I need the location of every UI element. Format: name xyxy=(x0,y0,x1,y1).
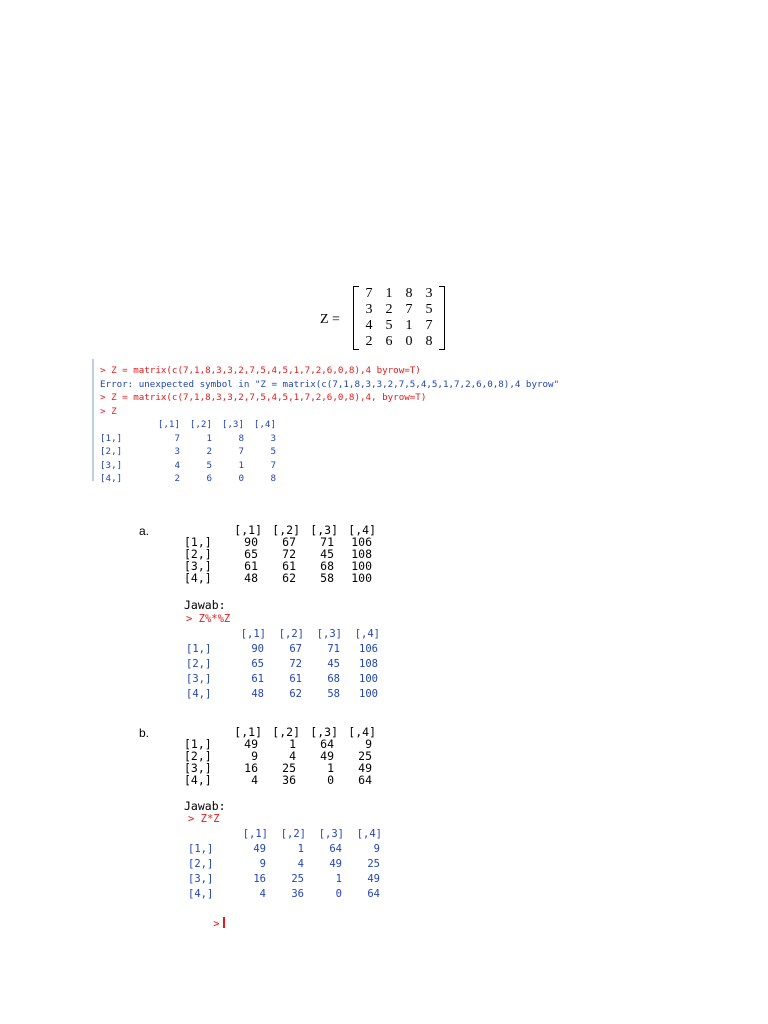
table-row xyxy=(184,548,376,560)
column-header: [,1] xyxy=(234,523,262,537)
console-command: > Z*Z xyxy=(188,813,220,825)
console-line: > Z = matrix(c(7,1,8,3,3,2,7,5,4,5,1,7,2,6,0,8),4, byrow=T) xyxy=(100,392,427,403)
cell: 5 xyxy=(206,459,212,471)
question-b-letter: b. xyxy=(139,726,150,740)
cell: 9 xyxy=(373,843,380,855)
question-a-console xyxy=(186,612,384,702)
table-row xyxy=(188,842,386,857)
cell: 4 xyxy=(297,858,304,870)
column-header: [,2] xyxy=(280,828,306,840)
cell: 0 xyxy=(335,888,342,900)
cell: 25 xyxy=(367,858,380,870)
matrix-cell: 3 xyxy=(365,302,373,317)
table-row xyxy=(100,445,280,459)
cell: 72 xyxy=(282,547,296,561)
row-label: [1,] xyxy=(184,737,212,751)
column-header: [,1] xyxy=(157,419,180,430)
table-row xyxy=(184,762,376,774)
table-row xyxy=(184,572,376,584)
table-row xyxy=(100,432,280,446)
console-command: > Z%*%Z xyxy=(186,613,231,625)
cell: 1 xyxy=(335,873,342,885)
cell: 8 xyxy=(270,473,276,484)
console-error-line: Error: unexpected symbol in "Z = matrix(c(7,1,8,3,3,2,7,5,4,5,1,7,2,6,0,8),4 byrow" xyxy=(100,378,560,390)
cell: 65 xyxy=(251,658,264,670)
column-header: [,3] xyxy=(221,419,244,430)
cell: 67 xyxy=(282,535,296,549)
column-header: [,3] xyxy=(318,828,344,840)
question-a-matrix xyxy=(184,524,376,584)
question-b-jawab: Jawab: xyxy=(184,799,226,813)
prompt-symbol: > xyxy=(213,918,220,930)
column-header: [,4] xyxy=(356,828,382,840)
cell: 36 xyxy=(291,888,304,900)
console-output-table xyxy=(186,627,384,702)
cell: 3 xyxy=(270,432,276,444)
row-label: [2,] xyxy=(184,749,212,763)
cell: 0 xyxy=(327,773,334,787)
column-header: [,1] xyxy=(242,828,268,840)
column-header: [,3] xyxy=(310,725,338,739)
right-bracket xyxy=(439,286,445,350)
cell: 58 xyxy=(320,571,334,585)
cell: 7 xyxy=(270,459,276,471)
cell: 61 xyxy=(289,673,302,685)
cell: 72 xyxy=(289,658,302,670)
cell: 61 xyxy=(251,673,264,685)
cell: 1 xyxy=(289,737,296,751)
table-row xyxy=(188,872,386,887)
cell: 48 xyxy=(244,571,258,585)
cell: 25 xyxy=(291,873,304,885)
cell: 2 xyxy=(174,473,180,484)
matrix-cell: 1 xyxy=(385,286,393,301)
row-label: [3,] xyxy=(100,459,123,471)
column-header: [,4] xyxy=(348,725,376,739)
cell: 3 xyxy=(174,446,180,457)
cell: 64 xyxy=(367,888,380,900)
matrix-cell: 7 xyxy=(425,318,433,333)
cell: 7 xyxy=(174,432,180,444)
column-header: [,2] xyxy=(189,419,212,430)
cell: 49 xyxy=(358,761,372,775)
cell: 106 xyxy=(351,535,372,549)
table-row xyxy=(100,472,280,486)
table-row xyxy=(184,750,376,762)
cell: 49 xyxy=(367,873,380,885)
console-prompt[interactable] xyxy=(188,902,386,930)
cell: 36 xyxy=(282,773,296,787)
cell: 45 xyxy=(320,547,334,561)
cell: 108 xyxy=(351,547,372,561)
cell: 6 xyxy=(206,473,212,484)
table-row xyxy=(184,738,376,750)
row-label: [2,] xyxy=(100,446,123,457)
table-row xyxy=(186,657,384,672)
table-row xyxy=(186,672,384,687)
column-header: [,2] xyxy=(272,725,300,739)
question-a-letter: a. xyxy=(139,524,150,538)
cell: 1 xyxy=(297,843,304,855)
row-label: [4,] xyxy=(184,571,212,585)
column-header: [,1] xyxy=(234,725,262,739)
matrix-cell: 7 xyxy=(405,302,413,317)
column-header: [,4] xyxy=(354,628,380,640)
matrix-cell: 2 xyxy=(385,302,393,317)
cell: 62 xyxy=(289,688,302,700)
cell: 9 xyxy=(251,749,258,763)
column-header: [,4] xyxy=(253,419,276,430)
cell: 7 xyxy=(238,446,244,457)
cell: 9 xyxy=(259,858,266,870)
column-header: [,3] xyxy=(310,523,338,537)
cell: 61 xyxy=(282,559,296,573)
cell: 71 xyxy=(320,535,334,549)
cell: 4 xyxy=(174,459,180,471)
cell: 49 xyxy=(329,858,342,870)
text-cursor xyxy=(223,917,225,928)
cell: 48 xyxy=(251,688,264,700)
row-label: [3,] xyxy=(188,873,214,885)
matrix-cell: 1 xyxy=(405,318,413,333)
cell: 5 xyxy=(270,446,276,457)
column-header: [,2] xyxy=(278,628,304,640)
cell: 90 xyxy=(251,643,264,655)
cell: 108 xyxy=(359,658,378,670)
table-row xyxy=(188,857,386,872)
cell: 71 xyxy=(327,643,340,655)
table-row xyxy=(184,536,376,548)
row-label: [2,] xyxy=(186,658,212,670)
matrix-cell: 5 xyxy=(385,318,393,333)
cell: 68 xyxy=(327,673,340,685)
cell: 4 xyxy=(259,888,266,900)
cell: 62 xyxy=(282,571,296,585)
r-console-screenshot xyxy=(92,359,672,484)
matrix-cell: 8 xyxy=(425,334,433,349)
table-row xyxy=(184,774,376,786)
row-label: [4,] xyxy=(184,773,212,787)
console-output-table xyxy=(100,418,280,486)
question-b-console xyxy=(188,812,386,930)
equation-label: Z = xyxy=(320,312,340,327)
row-label: [4,] xyxy=(186,688,212,700)
cell: 49 xyxy=(244,737,258,751)
console-output-table xyxy=(188,827,386,902)
cell: 16 xyxy=(253,873,266,885)
row-label: [3,] xyxy=(184,761,212,775)
cell: 9 xyxy=(365,737,372,751)
cell: 25 xyxy=(358,749,372,763)
cell: 100 xyxy=(351,559,372,573)
equation-matrix xyxy=(359,286,439,350)
cell: 68 xyxy=(320,559,334,573)
matrix-cell: 2 xyxy=(365,334,373,349)
row-label: [1,] xyxy=(184,535,212,549)
cell: 8 xyxy=(238,432,244,444)
cell: 49 xyxy=(320,749,334,763)
matrix-cell: 0 xyxy=(405,334,413,349)
cell: 25 xyxy=(282,761,296,775)
cell: 16 xyxy=(244,761,258,775)
console-line: > Z = matrix(c(7,1,8,3,3,2,7,5,4,5,1,7,2,6,0,8),4 byrow=T) xyxy=(100,365,421,376)
row-label: [3,] xyxy=(186,673,212,685)
cell: 45 xyxy=(327,658,340,670)
cell: 1 xyxy=(238,459,244,471)
cell: 1 xyxy=(206,432,212,444)
row-label: [2,] xyxy=(184,547,212,561)
column-header: [,2] xyxy=(272,523,300,537)
matrix-cell: 7 xyxy=(365,286,373,301)
cell: 58 xyxy=(327,688,340,700)
matrix-cell: 6 xyxy=(385,334,393,349)
cell: 67 xyxy=(289,643,302,655)
table-row xyxy=(100,459,280,473)
table-row xyxy=(188,887,386,902)
cell: 64 xyxy=(358,773,372,787)
cell: 100 xyxy=(359,673,378,685)
row-label: [1,] xyxy=(186,643,212,655)
cell: 2 xyxy=(206,446,212,457)
cell: 64 xyxy=(329,843,342,855)
row-label: [1,] xyxy=(188,843,214,855)
table-row xyxy=(186,687,384,702)
table-row xyxy=(184,560,376,572)
column-header: [,4] xyxy=(348,523,376,537)
column-header: [,1] xyxy=(240,628,266,640)
matrix-cell: 8 xyxy=(405,286,413,301)
cell: 90 xyxy=(244,535,258,549)
cell: 4 xyxy=(251,773,258,787)
column-header: [,3] xyxy=(316,628,342,640)
row-label: [1,] xyxy=(100,432,123,444)
console-line: > Z xyxy=(100,405,117,417)
matrix-cell: 3 xyxy=(425,286,433,301)
cell: 65 xyxy=(244,547,258,561)
row-label: [4,] xyxy=(100,473,123,484)
row-label: [4,] xyxy=(188,888,214,900)
row-label: [3,] xyxy=(184,559,212,573)
cell: 0 xyxy=(238,473,244,484)
cell: 100 xyxy=(351,571,372,585)
cell: 4 xyxy=(289,749,296,763)
cell: 106 xyxy=(359,643,378,655)
matrix-cell: 4 xyxy=(365,318,373,333)
cell: 64 xyxy=(320,737,334,751)
row-label: [2,] xyxy=(188,858,214,870)
cell: 100 xyxy=(359,688,378,700)
table-row xyxy=(186,642,384,657)
cell: 1 xyxy=(327,761,334,775)
question-a-jawab: Jawab: xyxy=(184,598,226,612)
question-b-matrix xyxy=(184,726,376,786)
matrix-cell: 5 xyxy=(425,302,433,317)
cell: 49 xyxy=(253,843,266,855)
cell: 61 xyxy=(244,559,258,573)
